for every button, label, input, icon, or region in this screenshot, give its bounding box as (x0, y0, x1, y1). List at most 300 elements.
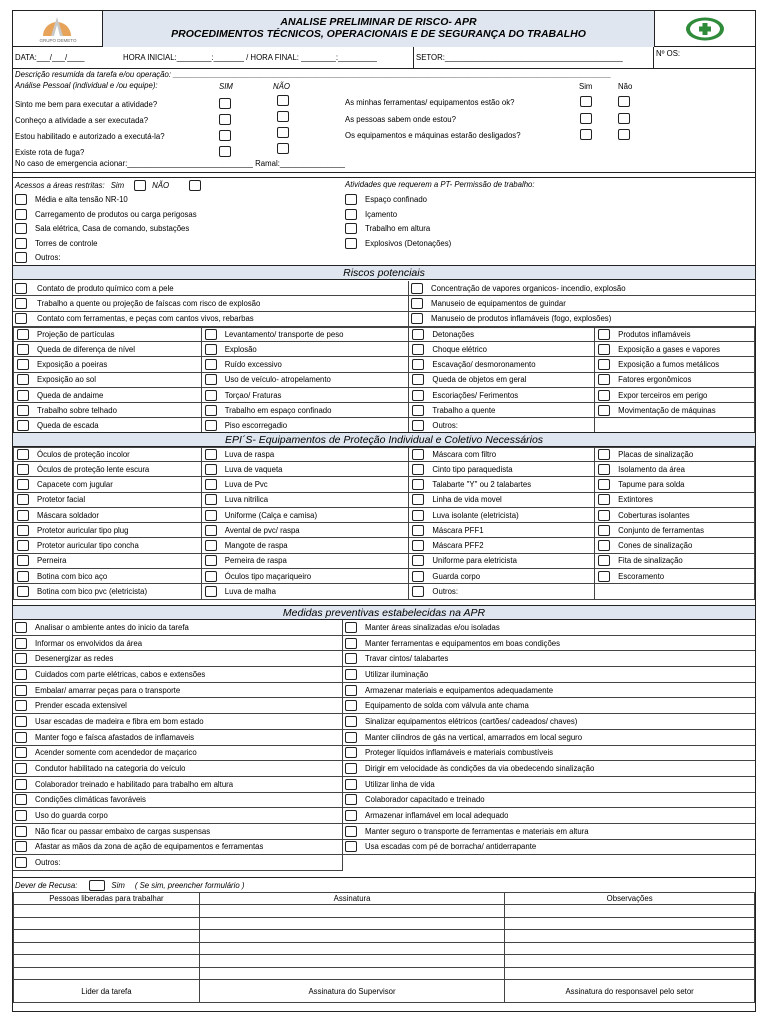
risk-checkbox[interactable] (598, 390, 610, 401)
ppe-cell (201, 448, 409, 462)
risk-label: Exposição ao sol (37, 375, 96, 385)
ppe-label: Máscara PFF2 (432, 541, 484, 551)
risk-label: Outros: (432, 421, 458, 431)
permit-checkbox[interactable] (345, 194, 357, 205)
measure-label: Proteger líquidos inflamáveis e materiais combustíveis (365, 748, 554, 758)
measure-checkbox[interactable] (15, 716, 27, 727)
signature-entry-cell[interactable] (505, 905, 755, 918)
risk-checkbox[interactable] (412, 420, 424, 431)
measure-item (13, 698, 342, 714)
restricted-access-item (15, 194, 128, 205)
measure-checkbox[interactable] (15, 685, 27, 696)
measure-label: Dirigir em velocidade às condições da via obedecendo sinalização (365, 764, 595, 774)
signature-entry-row (14, 905, 755, 918)
ppe-checkbox[interactable] (205, 540, 217, 551)
risk-checkbox[interactable] (412, 344, 424, 355)
ppe-cell (409, 477, 595, 492)
ppe-label: Cinto tipo paraquedista (432, 464, 513, 474)
risk-label: Trabalho a quente (432, 405, 496, 415)
analysis-question-3-no-checkbox[interactable] (277, 127, 289, 138)
sector-field[interactable]: SETOR:_________________________________________ (413, 47, 653, 69)
measure-label: Manter fogo e faísca afastados de inflamaveis (35, 732, 195, 742)
ppe-checkbox[interactable] (205, 525, 217, 536)
signature-entry-cell[interactable] (14, 955, 200, 968)
risk-checkbox[interactable] (598, 329, 610, 340)
risk-label: Queda de diferença de nível (37, 344, 135, 354)
measure-label: Analisar o ambiente antes do inicio da tarefa (35, 622, 189, 632)
permit-item (345, 223, 430, 234)
risk-checkbox[interactable] (412, 374, 424, 385)
risk-cell (409, 403, 595, 418)
signature-entry-cell[interactable] (199, 917, 504, 930)
analysis-check-1-no-checkbox[interactable] (618, 96, 630, 107)
measure-label: Acender somente com acendedor de maçarico (35, 748, 197, 758)
risk-cell (409, 296, 755, 310)
risk-checkbox[interactable] (411, 313, 423, 324)
analysis-question-2-yes-checkbox[interactable] (219, 114, 231, 125)
measure-checkbox[interactable] (15, 794, 27, 805)
ppe-checkbox[interactable] (412, 449, 424, 460)
risk-checkbox[interactable] (411, 283, 423, 294)
measure-item (13, 730, 342, 746)
risk-checkbox[interactable] (17, 405, 29, 416)
measure-checkbox[interactable] (15, 779, 27, 790)
ppe-label: Botina com bico aço (37, 571, 108, 581)
signature-entry-cell[interactable] (505, 917, 755, 930)
ppe-cell (201, 584, 409, 599)
ppe-label: Protetor auricular tipo plug (37, 525, 129, 535)
permit-checkbox[interactable] (345, 209, 357, 220)
restricted-access-checkbox[interactable] (15, 194, 27, 205)
analysis-question-4-no-checkbox[interactable] (277, 143, 289, 154)
signatures-header-row (14, 893, 755, 905)
ppe-checkbox[interactable] (598, 464, 610, 475)
risk-checkbox[interactable] (412, 359, 424, 370)
ppe-checkbox[interactable] (598, 479, 610, 490)
analysis-check-3-no-checkbox[interactable] (618, 129, 630, 140)
ppe-label: Guarda corpo (432, 571, 481, 581)
ppe-label: Coberturas isolantes (618, 510, 690, 520)
measures-right-column (343, 620, 755, 855)
analysis-check-2-no-checkbox[interactable] (618, 113, 630, 124)
risk-checkbox[interactable] (17, 420, 29, 431)
risk-checkbox[interactable] (205, 420, 217, 431)
signature-entry-cell[interactable] (14, 905, 200, 918)
ppe-checkbox[interactable] (412, 464, 424, 475)
permit-checkbox[interactable] (345, 223, 357, 234)
ppe-checkbox[interactable] (17, 525, 29, 536)
measure-checkbox[interactable] (15, 841, 27, 852)
measure-item (343, 808, 755, 824)
risk-cell (409, 342, 595, 357)
measure-checkbox[interactable] (345, 810, 357, 821)
restricted-access-checkbox[interactable] (15, 252, 27, 263)
ppe-cell (14, 448, 202, 462)
ppe-label: Luva de Pvc (224, 479, 268, 489)
restricted-access-label: Média e alta tensão NR-10 (35, 195, 128, 204)
permit-title: Atividades que requerem a PT- Permissão de trabalho: (345, 180, 535, 189)
risk-checkbox[interactable] (17, 344, 29, 355)
measure-checkbox[interactable] (345, 763, 357, 774)
measure-label: Manter áreas sinalizadas e/ou isoladas (365, 622, 500, 632)
risk-cell (595, 387, 755, 402)
measure-checkbox[interactable] (15, 700, 27, 711)
measure-checkbox[interactable] (345, 669, 357, 680)
ppe-label: Uniforme (Calça e camisa) (224, 510, 318, 520)
measure-item (343, 746, 755, 762)
risk-checkbox[interactable] (15, 298, 27, 309)
signature-entry-cell[interactable] (199, 930, 504, 943)
signature-entry-cell[interactable] (14, 917, 200, 930)
ppe-cell (595, 553, 755, 568)
measure-checkbox[interactable] (345, 732, 357, 743)
measure-item (343, 620, 755, 636)
risk-checkbox[interactable] (412, 405, 424, 416)
risk-label: Trabalho sobre telhado (37, 405, 117, 415)
ppe-label: Placas de sinalização (618, 450, 694, 459)
risk-label: Trabalho em espaço confinado (224, 405, 332, 415)
risk-checkbox[interactable] (411, 298, 423, 309)
ppe-checkbox[interactable] (17, 464, 29, 475)
risk-checkbox[interactable] (17, 329, 29, 340)
risk-cell (595, 418, 755, 433)
personal-analysis-title: Análise Pessoal (individual e /ou equipe): (15, 81, 158, 90)
signatures-header-cell: Assinatura (199, 893, 504, 905)
ppe-label: Óculos de proteção incolor (37, 450, 130, 459)
ppe-cell (14, 584, 202, 599)
restricted-access-label: Torres de controle (35, 238, 98, 248)
signature-entry-cell[interactable] (14, 942, 200, 955)
signatures-footer-cell: Assinatura do responsavel pelo setor (505, 980, 755, 1003)
analysis-check-3-yes-checkbox[interactable] (580, 129, 592, 140)
risk-checkbox[interactable] (598, 374, 610, 385)
risk-cell (14, 403, 202, 418)
ppe-checkbox[interactable] (205, 464, 217, 475)
restricted-access-item (15, 209, 197, 220)
ppe-row (14, 507, 755, 522)
restricted-yes-checkbox[interactable] (134, 180, 146, 191)
risk-label: Projeção de partículas (37, 330, 115, 339)
ppe-checkbox[interactable] (598, 449, 610, 460)
signature-entry-row (14, 930, 755, 943)
risk-label: Uso de veículo- atropelamento (224, 375, 331, 385)
ppe-label: Perneira (37, 556, 67, 566)
risk-row (14, 342, 755, 357)
signature-entry-cell[interactable] (199, 942, 504, 955)
ppe-checkbox[interactable] (17, 586, 29, 597)
refusal-yes-label: Sim (111, 880, 125, 890)
restricted-no-checkbox[interactable] (189, 180, 201, 191)
ppe-cell (409, 569, 595, 584)
ppe-checkbox[interactable] (412, 555, 424, 566)
analysis-question-1-yes-checkbox[interactable] (219, 98, 231, 109)
risk-checkbox[interactable] (205, 390, 217, 401)
measure-item (13, 651, 342, 667)
measure-checkbox[interactable] (345, 826, 357, 837)
analysis-question-2-no-checkbox[interactable] (277, 111, 289, 122)
ppe-checkbox[interactable] (205, 479, 217, 490)
measure-checkbox[interactable] (15, 669, 27, 680)
ppe-checkbox[interactable] (205, 494, 217, 505)
risk-checkbox[interactable] (205, 329, 217, 340)
measure-label: Condições climáticas favoráveis (35, 795, 146, 805)
risk-checkbox[interactable] (205, 359, 217, 370)
analysis-question-4: Existe rota de fuga? (15, 148, 85, 157)
form-title: ANALISE PRELIMINAR DE RISCO- APR (280, 16, 477, 28)
signatures-table (13, 892, 755, 1003)
risk-cell (409, 357, 595, 372)
restricted-access-checkbox[interactable] (15, 238, 27, 249)
measure-checkbox[interactable] (15, 810, 27, 821)
measure-item (13, 620, 342, 636)
risk-label: Contato com ferramentas, e peças com cantos vivos, rebarbas (37, 314, 254, 324)
measure-checkbox[interactable] (15, 638, 27, 649)
measure-checkbox[interactable] (15, 763, 27, 774)
risk-cell (595, 357, 755, 372)
ppe-checkbox[interactable] (412, 540, 424, 551)
ppe-cell (201, 507, 409, 522)
signature-entry-cell[interactable] (199, 967, 504, 980)
measure-checkbox[interactable] (345, 716, 357, 727)
risks-section-title: Riscos potenciais (13, 265, 755, 280)
ppe-grid (13, 447, 755, 600)
signature-entry-cell[interactable] (14, 967, 200, 980)
measure-item (13, 714, 342, 730)
risk-checkbox[interactable] (15, 313, 27, 324)
restricted-access-checkbox[interactable] (15, 209, 27, 220)
analysis-check-2: As pessoas sabem onde estou? (345, 115, 456, 124)
risk-checkbox[interactable] (598, 405, 610, 416)
ppe-label: Fita de sinalização (618, 556, 683, 566)
ppe-label: Extintores (618, 495, 653, 505)
risk-cell (409, 372, 595, 387)
analysis-check-2-yes-checkbox[interactable] (580, 113, 592, 124)
analysis-yes-header: SIM (219, 82, 233, 91)
ppe-cell (595, 507, 755, 522)
ppe-checkbox[interactable] (205, 586, 217, 597)
ppe-label: Protetor auricular tipo concha (37, 541, 139, 551)
ppe-checkbox[interactable] (412, 479, 424, 490)
measure-label: Embalar/ amarrar peças para o transporte (35, 685, 181, 695)
safety-badge (655, 11, 755, 47)
ppe-checkbox[interactable] (412, 494, 424, 505)
ppe-label: Luva isolante (eletricista) (432, 510, 519, 520)
measure-label: Outros: (35, 858, 61, 868)
measure-label: Colaborador capacitado e treinado (365, 795, 485, 805)
measure-checkbox[interactable] (345, 653, 357, 664)
ppe-checkbox[interactable] (17, 571, 29, 582)
ppe-checkbox[interactable] (205, 555, 217, 566)
analysis-no-header: NÃO (273, 82, 290, 91)
measure-checkbox[interactable] (15, 622, 27, 633)
ppe-cell (201, 538, 409, 553)
ppe-cell (409, 584, 595, 599)
ppe-checkbox[interactable] (598, 525, 610, 536)
ppe-row (14, 492, 755, 507)
ppe-checkbox[interactable] (17, 449, 29, 460)
ppe-section-title: EPI´S- Equipamentos de Proteção Individual e Coletivo Necessários (13, 432, 755, 447)
ppe-row (14, 553, 755, 568)
risk-checkbox[interactable] (205, 344, 217, 355)
ppe-checkbox[interactable] (598, 571, 610, 582)
permit-label: Explosivos (Detonações) (365, 238, 452, 248)
ppe-cell (595, 523, 755, 538)
ppe-cell (14, 523, 202, 538)
restricted-access-label: Carregamento de produtos ou carga perigosas (35, 209, 197, 219)
measure-label: Armazenar materiais e equipamentos adequadamente (365, 685, 554, 695)
ppe-label: Máscara soldador (37, 510, 99, 520)
measure-label: Informar os envolvidos da área (35, 638, 143, 648)
signature-entry-row (14, 955, 755, 968)
measure-checkbox[interactable] (15, 732, 27, 743)
risk-checkbox[interactable] (15, 283, 27, 294)
ppe-label: Capacete com jugular (37, 479, 113, 489)
signatures-header-cell: Observações (505, 893, 755, 905)
emergency-contact[interactable]: No caso de emergencia acionar:_____________________________ Ramal:_______________ (15, 159, 345, 168)
measure-item (343, 714, 755, 730)
time-fields[interactable]: HORA INICIAL:________:_______ / HORA FINAL: ________:_________ (123, 53, 378, 62)
ppe-cell (595, 448, 755, 462)
risk-checkbox[interactable] (412, 390, 424, 401)
measure-label: Manter seguro o transporte de ferramentas e materiais em altura (365, 826, 589, 836)
measure-checkbox[interactable] (15, 747, 27, 758)
risk-row (13, 296, 755, 311)
measure-checkbox[interactable] (345, 841, 357, 852)
os-field[interactable]: Nº OS: (653, 47, 755, 69)
risk-checkbox[interactable] (205, 405, 217, 416)
risk-checkbox[interactable] (205, 374, 217, 385)
measure-checkbox[interactable] (345, 622, 357, 633)
ppe-checkbox[interactable] (412, 510, 424, 521)
risk-checkbox[interactable] (598, 359, 610, 370)
ppe-checkbox[interactable] (412, 586, 424, 597)
ppe-cell (14, 553, 202, 568)
measure-label: Sinalizar equipamentos elétricos (cartões/ cadeados/ chaves) (365, 716, 578, 726)
ppe-label: Linha de vida movel (432, 495, 502, 505)
signature-entry-cell[interactable] (505, 955, 755, 968)
risk-checkbox[interactable] (17, 390, 29, 401)
risk-cell (595, 403, 755, 418)
ppe-checkbox[interactable] (598, 510, 610, 521)
measure-checkbox[interactable] (15, 826, 27, 837)
ppe-label: Luva de vaqueta (224, 464, 283, 474)
ppe-checkbox[interactable] (598, 540, 610, 551)
analysis-question-3: Estou habilitado e autorizado a executá-la? (15, 132, 165, 141)
measure-label: Uso do guarda corpo (35, 811, 108, 821)
ppe-row (14, 584, 755, 599)
ppe-checkbox[interactable] (17, 510, 29, 521)
measure-checkbox[interactable] (15, 857, 27, 868)
restricted-access-item (15, 252, 61, 263)
risk-checkbox[interactable] (598, 344, 610, 355)
risk-cell (201, 342, 409, 357)
ppe-row (14, 569, 755, 584)
measure-label: Não ficar ou passar embaixo de cargas suspensas (35, 826, 211, 836)
risk-label: Exposição a fumos metálicos (618, 359, 720, 369)
ppe-checkbox[interactable] (17, 494, 29, 505)
risk-label: Escoriações/ Ferimentos (432, 390, 519, 400)
risk-cell (14, 387, 202, 402)
ppe-cell (409, 448, 595, 462)
risk-cell (409, 281, 755, 295)
analysis-no-header-right: Não (618, 82, 633, 91)
measure-checkbox[interactable] (345, 685, 357, 696)
measure-checkbox[interactable] (345, 638, 357, 649)
ppe-label: Protetor facial (37, 495, 86, 505)
logo-icon (13, 11, 103, 41)
measure-checkbox[interactable] (345, 700, 357, 711)
signature-entry-cell[interactable] (505, 930, 755, 943)
ppe-checkbox[interactable] (17, 540, 29, 551)
risk-checkbox[interactable] (17, 359, 29, 370)
analysis-question-1-no-checkbox[interactable] (277, 95, 289, 106)
risks-grid (13, 327, 755, 434)
signature-entry-cell[interactable] (199, 905, 504, 918)
risk-label: Exposição a poeiras (37, 359, 108, 369)
signature-entry-cell[interactable] (199, 955, 504, 968)
risk-checkbox[interactable] (412, 329, 424, 340)
signature-entry-cell[interactable] (505, 942, 755, 955)
risk-cell (14, 328, 202, 342)
title-box (103, 11, 655, 47)
ppe-cell (201, 569, 409, 584)
ppe-cell (409, 492, 595, 507)
signature-entry-cell[interactable] (505, 967, 755, 980)
ppe-cell (409, 507, 595, 522)
risk-row (13, 312, 755, 327)
ppe-checkbox[interactable] (598, 494, 610, 505)
ppe-checkbox[interactable] (17, 479, 29, 490)
risk-label: Produtos inflamáveis (618, 330, 691, 339)
analysis-question-3-yes-checkbox[interactable] (219, 130, 231, 141)
measure-checkbox[interactable] (15, 653, 27, 664)
measure-label: Utilizar iluminação (365, 669, 429, 679)
permit-item (345, 209, 397, 220)
measure-checkbox[interactable] (345, 747, 357, 758)
measure-item (13, 808, 342, 824)
refusal-checkbox[interactable] (89, 880, 105, 891)
ppe-cell (14, 538, 202, 553)
ppe-checkbox[interactable] (205, 449, 217, 460)
restricted-access-checkbox[interactable] (15, 223, 27, 234)
permit-label: Espaço confinado (365, 195, 427, 204)
restricted-access-title: Acessos a áreas restritas: (15, 181, 105, 190)
ppe-checkbox[interactable] (205, 571, 217, 582)
measure-checkbox[interactable] (345, 779, 357, 790)
ppe-checkbox[interactable] (412, 571, 424, 582)
signature-entry-cell[interactable] (14, 930, 200, 943)
ppe-row (14, 448, 755, 462)
ppe-checkbox[interactable] (205, 510, 217, 521)
measure-item (343, 840, 755, 856)
analysis-check-3: Os equipamentos e máquinas estarão desligados? (345, 131, 521, 140)
risk-checkbox[interactable] (17, 374, 29, 385)
ppe-checkbox[interactable] (598, 555, 610, 566)
restricted-access-label: Sala elétrica, Casa de comando, substações (35, 224, 190, 233)
task-description[interactable]: Descrição resumida da tarefa e/ou operação: _____________________________________________________________________________________________________ (15, 70, 612, 79)
measure-item (343, 698, 755, 714)
ppe-checkbox[interactable] (17, 555, 29, 566)
risk-row (14, 403, 755, 418)
measure-checkbox[interactable] (345, 794, 357, 805)
permit-checkbox[interactable] (345, 238, 357, 249)
measure-item (343, 636, 755, 652)
analysis-check-1-yes-checkbox[interactable] (580, 96, 592, 107)
analysis-question-4-yes-checkbox[interactable] (219, 146, 231, 157)
ppe-checkbox[interactable] (412, 525, 424, 536)
date-field[interactable]: DATA:___/___/____ (15, 53, 85, 62)
measure-item (343, 777, 755, 793)
